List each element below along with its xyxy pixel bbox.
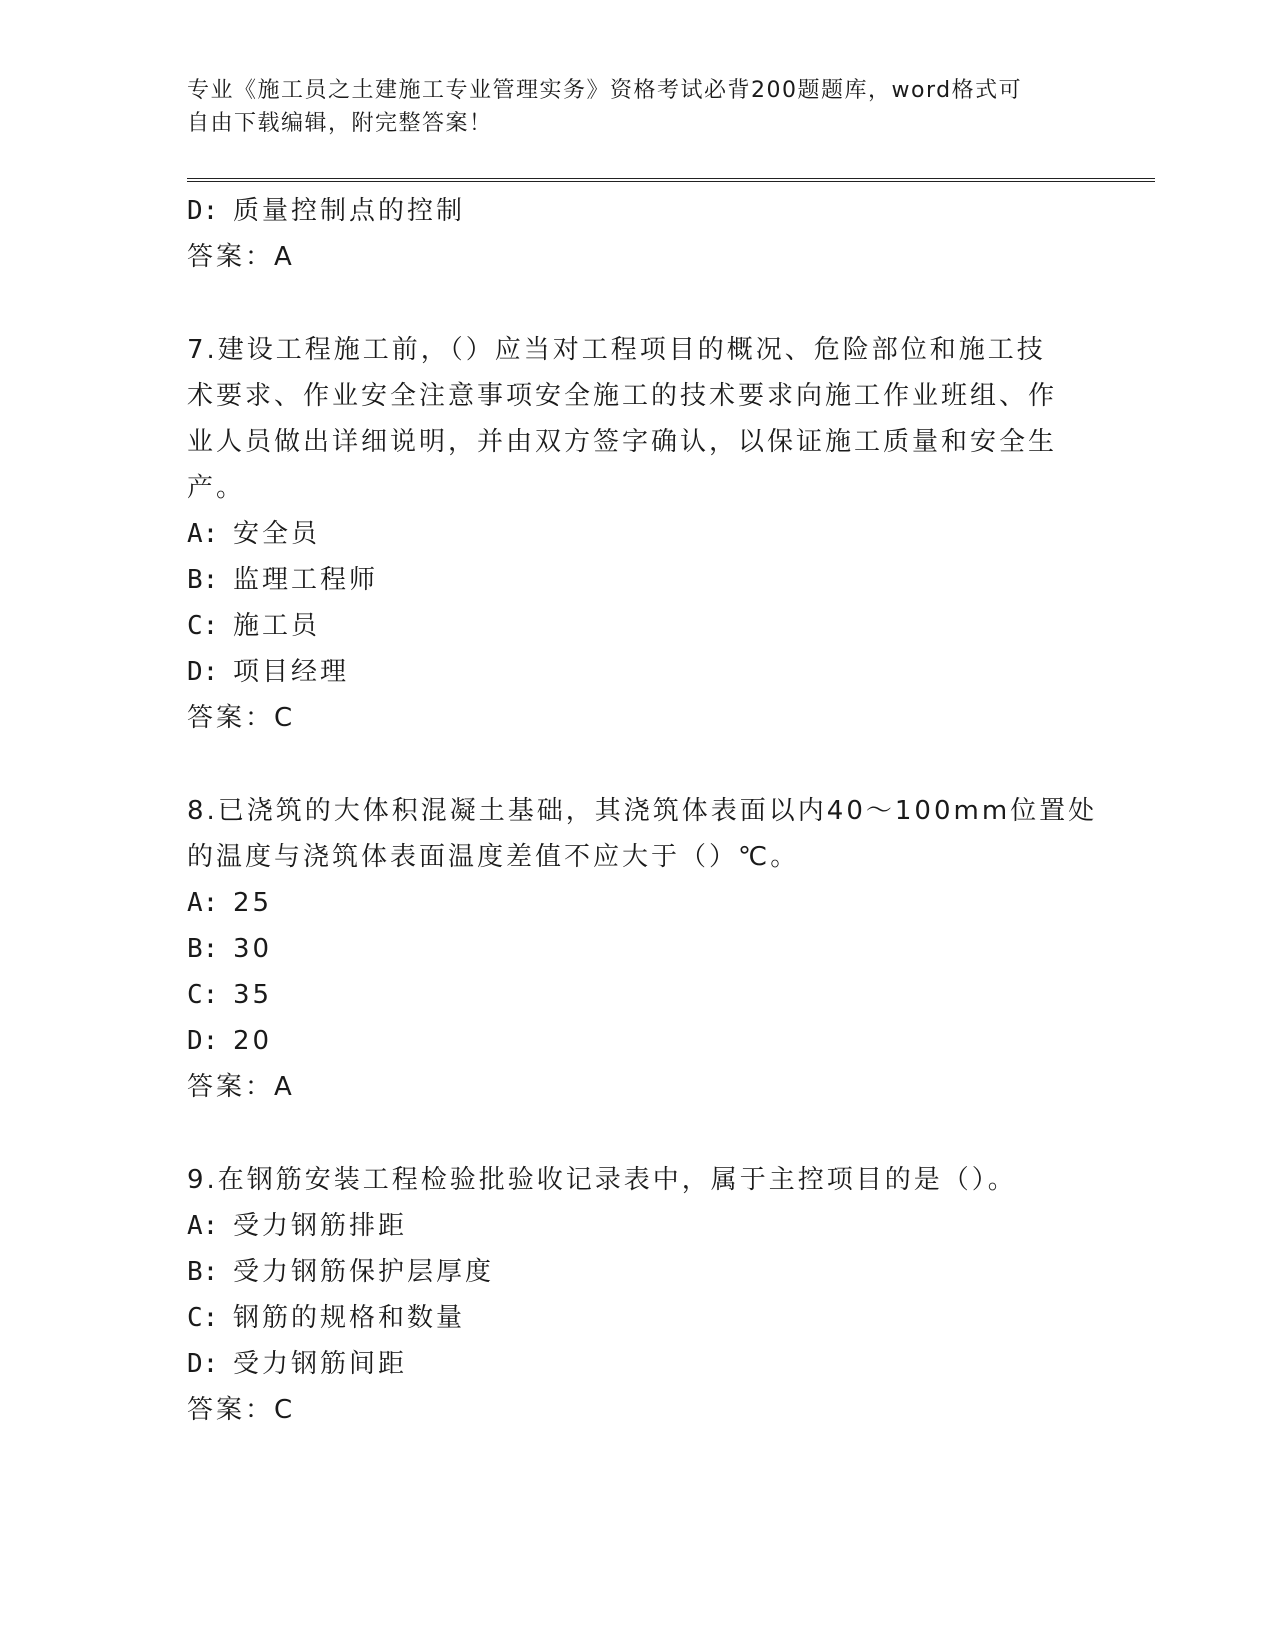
spacer xyxy=(187,1110,1067,1157)
option-key: A: xyxy=(187,1211,219,1241)
option-key: A: xyxy=(187,519,219,549)
header-divider xyxy=(187,178,1155,182)
question-stem-line: 7.建设工程施工前，（）应当对工程项目的概况、危险部位和施工技 xyxy=(187,335,1046,365)
option-key: D: xyxy=(187,1026,219,1056)
option-key: D: xyxy=(187,657,219,687)
option-a xyxy=(187,1203,1067,1249)
option-text: 项目经理 xyxy=(233,657,350,687)
option-d xyxy=(187,649,1067,695)
option-d xyxy=(187,1341,1067,1387)
question-8 xyxy=(187,788,1098,1110)
question-content xyxy=(187,188,1098,1433)
question-9 xyxy=(187,1157,1067,1433)
option-key: D: xyxy=(187,196,219,226)
answer-line: 答案：A xyxy=(187,1072,295,1102)
option-a xyxy=(187,511,1067,557)
option-text: 20 xyxy=(233,1026,273,1056)
option-text: 施工员 xyxy=(233,611,321,641)
question-stem-line: 9.在钢筋安装工程检验批验收记录表中，属于主控项目的是（）。 xyxy=(187,1165,1017,1195)
option-text: 30 xyxy=(233,934,273,964)
option-text: 35 xyxy=(233,980,273,1010)
header-line-2: 自由下载编辑，附完整答案！ xyxy=(187,111,493,136)
question-stem-line: 产。 xyxy=(187,473,246,503)
option-text: 受力钢筋保护层厚度 xyxy=(233,1257,495,1287)
header-line-1: 专业《施工员之土建施工专业管理实务》资格考试必背200题题库，word格式可 xyxy=(187,78,1023,103)
spacer xyxy=(187,280,1067,327)
option-key: B: xyxy=(187,1257,219,1287)
option-key: B: xyxy=(187,934,219,964)
option-text: 质量控制点的控制 xyxy=(233,196,466,226)
prev-answer: 答案：A xyxy=(187,242,295,272)
question-7 xyxy=(187,327,1067,741)
option-c xyxy=(187,972,1067,1018)
answer-line: 答案：C xyxy=(187,1395,296,1425)
document-header xyxy=(187,74,1067,140)
option-text: 受力钢筋排距 xyxy=(233,1211,408,1241)
question-stem-line: 术要求、作业安全注意事项安全施工的技术要求向施工作业班组、作 xyxy=(187,381,1058,411)
option-b xyxy=(187,1249,1067,1295)
answer-line: 答案：C xyxy=(187,703,296,733)
option-key: C: xyxy=(187,611,219,641)
spacer xyxy=(187,741,1067,788)
option-a xyxy=(187,880,1067,926)
question-stem-line: 业人员做出详细说明，并由双方签字确认，以保证施工质量和安全生 xyxy=(187,427,1058,457)
option-key: C: xyxy=(187,980,219,1010)
option-key: D: xyxy=(187,1349,219,1379)
option-c xyxy=(187,1295,1067,1341)
option-text: 受力钢筋间距 xyxy=(233,1349,408,1379)
prev-option-d xyxy=(187,188,1067,234)
option-text: 钢筋的规格和数量 xyxy=(233,1303,466,1333)
option-key: B: xyxy=(187,565,219,595)
option-text: 安全员 xyxy=(233,519,321,549)
option-d xyxy=(187,1018,1067,1064)
option-key: C: xyxy=(187,1303,219,1333)
option-b xyxy=(187,557,1067,603)
question-stem-line: 的温度与浇筑体表面温度差值不应大于（）℃。 xyxy=(187,842,800,872)
option-key: A: xyxy=(187,888,219,918)
option-text: 监理工程师 xyxy=(233,565,379,595)
option-c xyxy=(187,603,1067,649)
option-b xyxy=(187,926,1067,972)
option-text: 25 xyxy=(233,888,273,918)
question-stem-line: 8.已浇筑的大体积混凝土基础，其浇筑体表面以内40～100mm位置处 xyxy=(187,796,1098,826)
